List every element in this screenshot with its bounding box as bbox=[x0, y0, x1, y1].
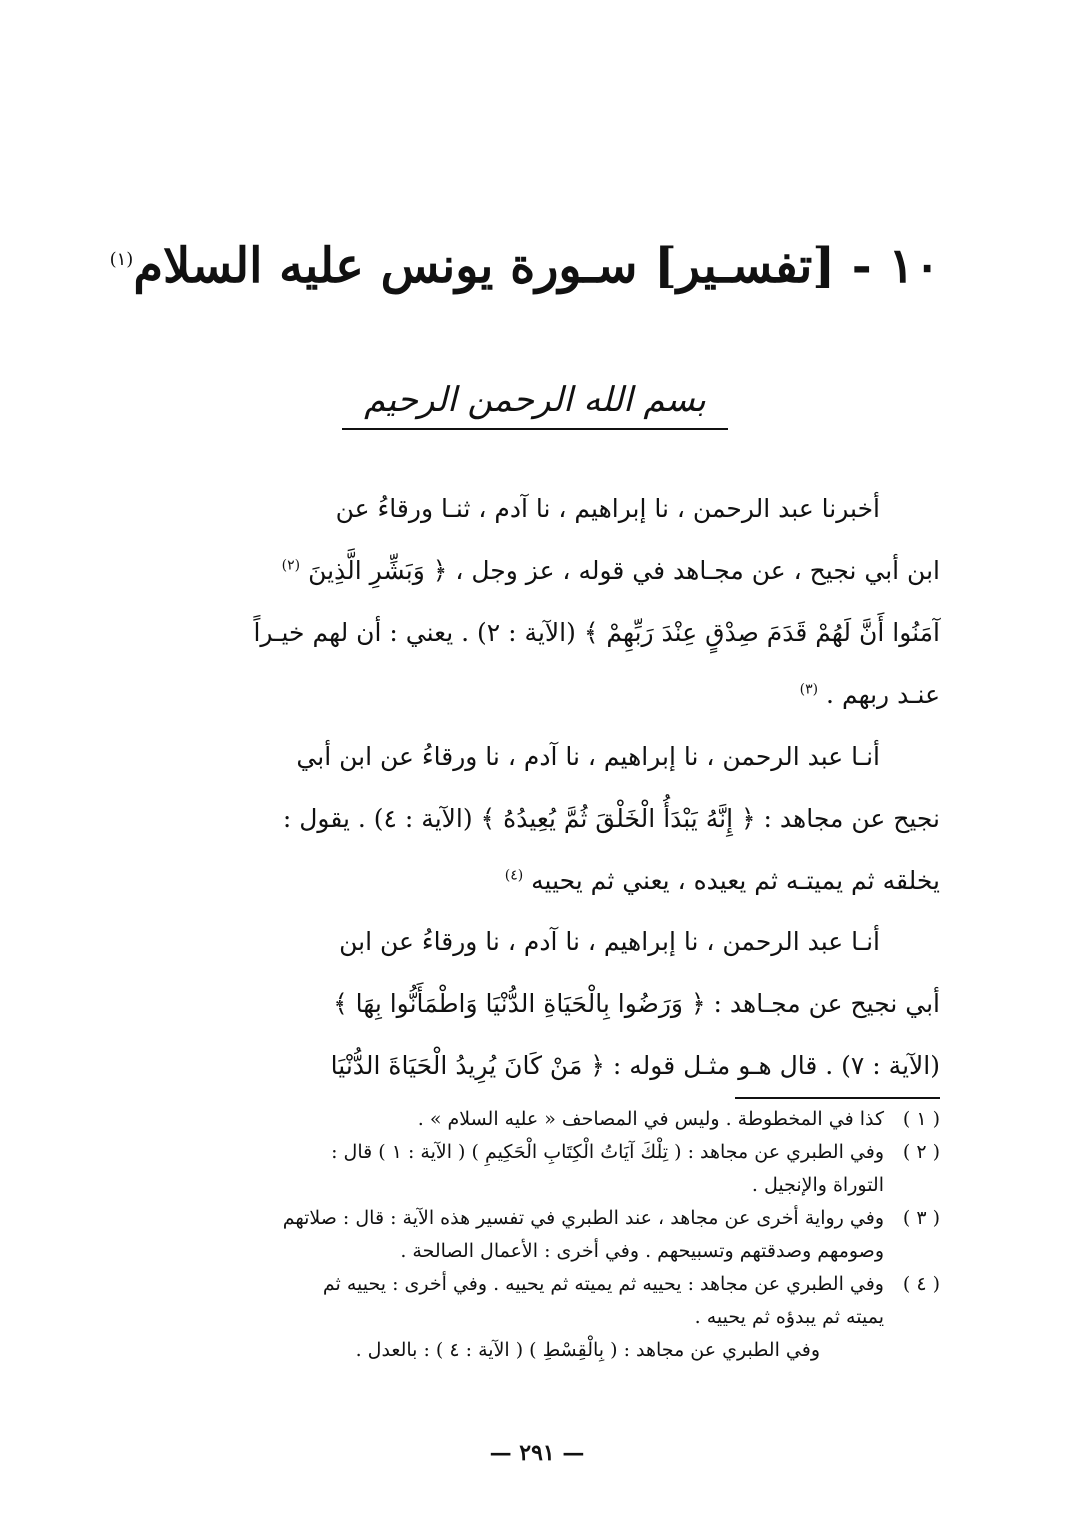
footnote-text bbox=[108, 1202, 884, 1268]
footnote-number: ( ٤ ) bbox=[902, 1273, 940, 1295]
paragraph-line: نجيح عن مجاهد : ﴿ إِنَّهُ يَبْدَأُ الْخَلْقَ ثُمَّ يُعِيدُهُ ﴾ (الآية : ٤) . يقول : bbox=[282, 804, 940, 833]
footnote-number: ( ٣ ) bbox=[902, 1207, 940, 1229]
footnote-number: ( ١ ) bbox=[902, 1108, 940, 1130]
footnote-line: يميته ثم يبدؤه ثم يحييه . bbox=[694, 1306, 884, 1328]
paragraph-line bbox=[118, 540, 940, 602]
paragraph-line: أبي نجيح عن مجـاهد : ﴿ وَرَضُوا بِالْحَيَاةِ الدُّنْيَا وَاطْمَأَنُّوا بِهَا ﴾ bbox=[333, 989, 940, 1018]
footnote-extra: وفي الطبري عن مجاهد : ( بِالْقِسْطِ ) ( الآية : ٤ ) : بالعدل . bbox=[355, 1339, 820, 1361]
footnote-text bbox=[108, 1136, 884, 1202]
footnote-line: وفي الطبري عن مجاهد : ( تِلْكَ آيَاتُ الْكِتَابِ الْحَكِيمِ ) ( الآية : ١ ) قال : bbox=[331, 1141, 884, 1163]
footnote-line: وفي رواية أخرى عن مجاهد ، عند الطبري في تفسير هذه الآية : قال : صلاتهم bbox=[282, 1207, 884, 1229]
paragraph-line bbox=[118, 664, 940, 726]
paragraph-line bbox=[118, 850, 940, 912]
chapter-heading bbox=[109, 238, 940, 294]
footnote-3 bbox=[108, 1202, 940, 1268]
heading-footnote-ref: (١) bbox=[109, 249, 134, 270]
paragraph-line: أنـا عبد الرحمن ، نا إبراهيم ، نا آدم ، نا ورقاءُ عن ابن bbox=[339, 927, 880, 956]
basmala-text: بسم الله الرحمن الرحيم bbox=[364, 380, 706, 420]
footnote-ref: (٣) bbox=[799, 681, 819, 698]
paragraph-line: أخبرنا عبد الرحمن ، نا إبراهيم ، نا آدم ، ثنـا ورقاءُ عن bbox=[335, 494, 880, 523]
page-number: — ٢٩١ — bbox=[489, 1440, 585, 1466]
line-text: يخلقه ثم يميتـه ثم يعيده ، يعني ثم يحييه bbox=[531, 866, 940, 895]
footnotes bbox=[108, 1103, 940, 1367]
footnote-line: وفي الطبري عن مجاهد : يحييه ثم يميته ثم يحييه . وفي أخرى : يحييه ثم bbox=[322, 1273, 884, 1295]
paragraph-line: أنـا عبد الرحمن ، نا إبراهيم ، نا آدم ، نا ورقاءُ عن ابن أبي bbox=[296, 742, 880, 771]
footnote-line: وصومهم وصدقتهم وتسبيحهم . وفي أخرى : الأعمال الصالحة . bbox=[400, 1240, 884, 1262]
footnote-2 bbox=[108, 1136, 940, 1202]
footnote-ref: (٢) bbox=[281, 557, 301, 574]
basmala-underline bbox=[342, 428, 728, 430]
paragraph-line: (الآية : ٧) . قال هـو مثـل قوله : ﴿ مَنْ كَانَ يُرِيدُ الْحَيَاةَ الدُّنْيَا bbox=[330, 1051, 940, 1080]
footnote-number: ( ٢ ) bbox=[902, 1141, 940, 1163]
footnote-ref: (٤) bbox=[504, 867, 524, 884]
footnote-line: كذا في المخطوطة . وليس في المصاحف « عليه السلام » . bbox=[417, 1108, 884, 1130]
footnote-text bbox=[108, 1103, 884, 1136]
footnote-text bbox=[108, 1268, 884, 1334]
basmala bbox=[330, 380, 740, 440]
footnote-4 bbox=[108, 1268, 940, 1334]
line-text: ابن أبي نجيح ، عن مجـاهد في قوله ، عز وجل ، ﴿ وَبَشِّرِ الَّذِينَ bbox=[308, 556, 940, 585]
paragraph-line: آمَنُوا أَنَّ لَهُمْ قَدَمَ صِدْقٍ عِنْدَ رَبِّهِمْ ﴾ (الآية : ٢) . يعني : أن لهم خيـراً bbox=[253, 618, 940, 647]
footnote-1 bbox=[108, 1103, 940, 1136]
line-text: عنـد ربهم . bbox=[826, 680, 940, 709]
footnote-separator bbox=[735, 1097, 940, 1099]
paragraph-2 bbox=[118, 726, 940, 912]
footnote-line: التوراة والإنجيل . bbox=[751, 1174, 884, 1196]
paragraph-3 bbox=[118, 911, 940, 1097]
paragraph-1 bbox=[118, 478, 940, 726]
chapter-title: ١٠ - [تفسـير] سـورة يونس عليه السلام bbox=[133, 238, 940, 294]
